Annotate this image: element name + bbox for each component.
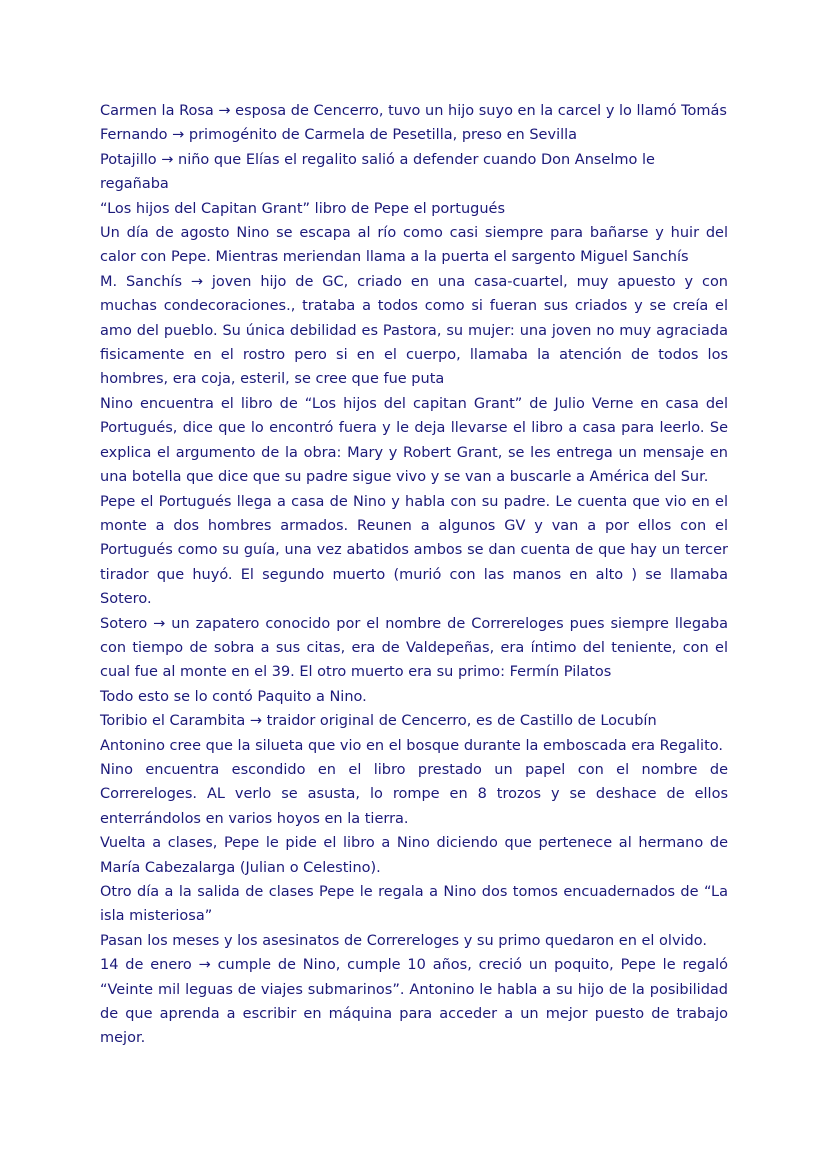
paragraph-potajillo: Potajillo → niño que Elías el regalito salió a defender cuando Don Anselmo le regañaba — [100, 151, 655, 193]
paragraph-antonino-silueta: Antonino cree que la silueta que vio en el bosque durante la emboscada era Regalito. — [100, 737, 723, 754]
paragraph-papel-escondido: Nino encuentra escondido en el libro prestado un papel con el nombre de Correreloges. AL verlo se asusta, lo rompe en 8 trozos y se deshace de ellos enterrándolos en varios hoyos en la tierra. — [100, 761, 728, 827]
paragraph-sanchis: M. Sanchís → joven hijo de GC, criado en una casa-cuartel, muy apuesto y con muchas condecoraciones., trataba a todos como si fueran sus criados y se creía el amo del pueblo. Su única debilidad es Pastora, su mujer: una joven no muy agraciada fisicamente en el rostro pero si en el cuerpo, llamaba la atención de todos los hombres, era coja, esteril, se cree que fue puta — [100, 273, 728, 388]
paragraph-libro-grant: Nino encuentra el libro de “Los hijos del capitan Grant” de Julio Verne en casa del Portugués, dice que lo encontró fuera y le deja llevarse el libro a casa para leerlo. Se explica el argumento de la obra: Mary y Robert Grant, se les entrega un mensaje en una botella que dice que su padre sigue vivo y se van a buscarle a América del Sur. — [100, 395, 728, 486]
document-page — [100, 99, 728, 1051]
paragraph-toribio: Toribio el Carambita → traidor original de Cencerro, es de Castillo de Locubín — [100, 713, 657, 730]
paragraph-vuelta-clases: Vuelta a clases, Pepe le pide el libro a Nino diciendo que pertenece al hermano de María Cabezalarga (Julian o Celestino). — [100, 835, 728, 876]
paragraph-paquito: Todo esto se lo contó Paquito a Nino. — [100, 688, 367, 705]
paragraph-pasan-meses: Pasan los meses y los asesinatos de Correreloges y su primo quedaron en el olvido. — [100, 932, 707, 949]
paragraph-libro-pepe: “Los hijos del Capitan Grant” libro de Pepe el portugués — [100, 200, 506, 217]
paragraph-fernando: Fernando → primogénito de Carmela de Pesetilla, preso en Sevilla — [100, 127, 578, 144]
paragraph-pepe-portugues: Pepe el Portugués llega a casa de Nino y habla con su padre. Le cuenta que vio en el monte a dos hombres armados. Reunen a algunos GV y van a por ellos con el Portugués como su guía, una vez abatidos ambos se dan cuenta de que hay un tercer tirador que huyó. El segundo muerto (murió con las manos en alto ) se llamaba Sotero. — [100, 493, 728, 608]
paragraph-dia-agosto: Un día de agosto Nino se escapa al río como casi siempre para bañarse y huir del calor con Pepe. Mientras meriendan llama a la puerta el sargento Miguel Sanchís — [100, 225, 728, 266]
paragraph-carmen-la-rosa: Carmen la Rosa → esposa de Cencerro, tuvo un hijo suyo en la carcel y lo llamó Tomás — [100, 103, 727, 119]
paragraph-isla-misteriosa: Otro día a la salida de clases Pepe le regala a Nino dos tomos encuadernados de “La isla misteriosa” — [100, 884, 728, 925]
paragraph-sotero: Sotero → un zapatero conocido por el nombre de Correreloges pues siempre llegaba con tiempo de sobra a sus citas, era de Valdepeñas, era íntimo del teniente, con el cual fue al monte en el 39. El otro muerto era su primo: Fermín Pilatos — [100, 615, 728, 681]
paragraph-cumple-nino: 14 de enero → cumple de Nino, cumple 10 años, creció un poquito, Pepe le regaló “Veinte mil leguas de viajes submarinos”. Antonino le habla a su hijo de la posibilidad de que aprenda a escribir en máquina para acceder a un mejor puesto de trabajo mejor. — [100, 957, 728, 1047]
